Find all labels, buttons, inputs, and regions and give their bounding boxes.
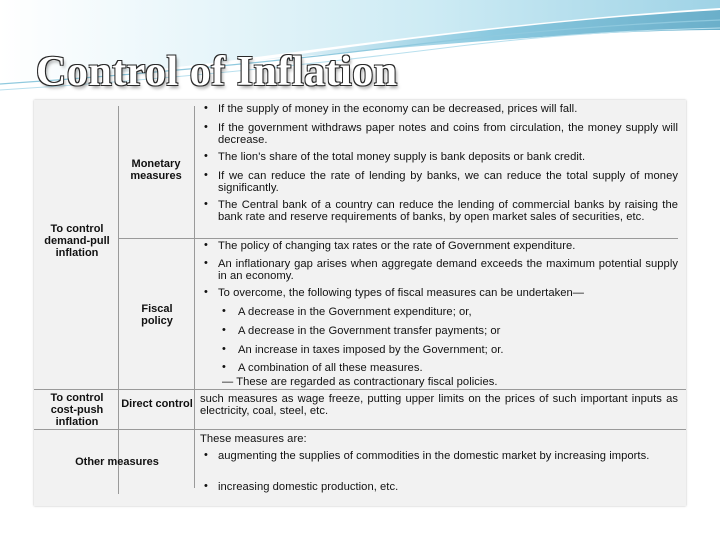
fiscal-note: — These are regarded as contractionary fiscal policies. — [222, 376, 498, 388]
bullet-icon: • — [204, 449, 208, 461]
monetary-bullet: The lion's share of the total money supply is bank deposits or bank credit. — [218, 151, 586, 163]
bullet-icon: • — [204, 286, 208, 298]
bullet-icon: • — [222, 324, 226, 336]
direct-control-text: such measures as wage freeze, putting upper limits on the prices of such important inputs as electricity, coal, steel, etc. — [200, 393, 678, 418]
monetary-bullet: If we can reduce the rate of lending by banks, we can reduce the total supply of money significantly. — [218, 170, 678, 195]
bullet-icon: • — [204, 198, 208, 210]
monetary-measures-label: Monetary measures — [130, 158, 182, 182]
grid-line — [118, 238, 678, 239]
fiscal-sub-bullet: A combination of all these measures. — [238, 362, 423, 374]
grid-line — [34, 389, 686, 390]
fiscal-sub-bullet: A decrease in the Government expenditure; or, — [238, 306, 472, 318]
direct-control-label: Direct control — [121, 398, 193, 410]
monetary-bullet: The Central bank of a country can reduce the lending of commercial banks by raising the bank rate and reserve requirements of banks, by open market sales of securities, etc. — [218, 199, 678, 224]
fiscal-policy-label: Fiscal policy — [141, 303, 173, 327]
bullet-icon: • — [222, 361, 226, 373]
bullet-icon: • — [204, 121, 208, 133]
bullet-icon: • — [204, 102, 208, 114]
fiscal-bullet: An inflationary gap arises when aggregate demand exceeds the maximum potential supply in an economy. — [218, 258, 678, 283]
fiscal-sub-bullet: An increase in taxes imposed by the Government; or. — [238, 344, 504, 356]
other-measures-intro: These measures are: — [200, 433, 307, 445]
bullet-icon: • — [204, 239, 208, 251]
bullet-icon: • — [204, 480, 208, 492]
fiscal-bullet: The policy of changing tax rates or the rate of Government expenditure. — [218, 240, 576, 252]
bullet-icon: • — [222, 343, 226, 355]
bullet-icon: • — [204, 257, 208, 269]
page-title: Control of Inflation — [36, 49, 398, 95]
group-label-demand-pull: To control demand-pull inflation — [44, 223, 110, 259]
inflation-control-table — [34, 100, 686, 506]
fiscal-bullet: To overcome, the following types of fiscal measures can be undertaken— — [218, 287, 585, 299]
fiscal-sub-bullet: A decrease in the Government transfer payments; or — [238, 325, 501, 337]
grid-line — [34, 429, 686, 430]
other-measures-bullet: increasing domestic production, etc. — [218, 481, 399, 493]
grid-line — [118, 106, 119, 494]
grid-line — [194, 106, 195, 488]
bullet-icon: • — [222, 305, 226, 317]
other-measures-bullet: augmenting the supplies of commodities in the domestic market by increasing imports. — [218, 450, 650, 462]
other-measures-label: Other measures — [75, 456, 159, 468]
monetary-bullet: If the government withdraws paper notes and coins from circulation, the money supply will decrease. — [218, 122, 678, 147]
bullet-icon: • — [204, 169, 208, 181]
group-label-cost-push: To control cost-push inflation — [50, 392, 104, 428]
bullet-icon: • — [204, 150, 208, 162]
monetary-bullet: If the supply of money in the economy can be decreased, prices will fall. — [218, 103, 578, 115]
